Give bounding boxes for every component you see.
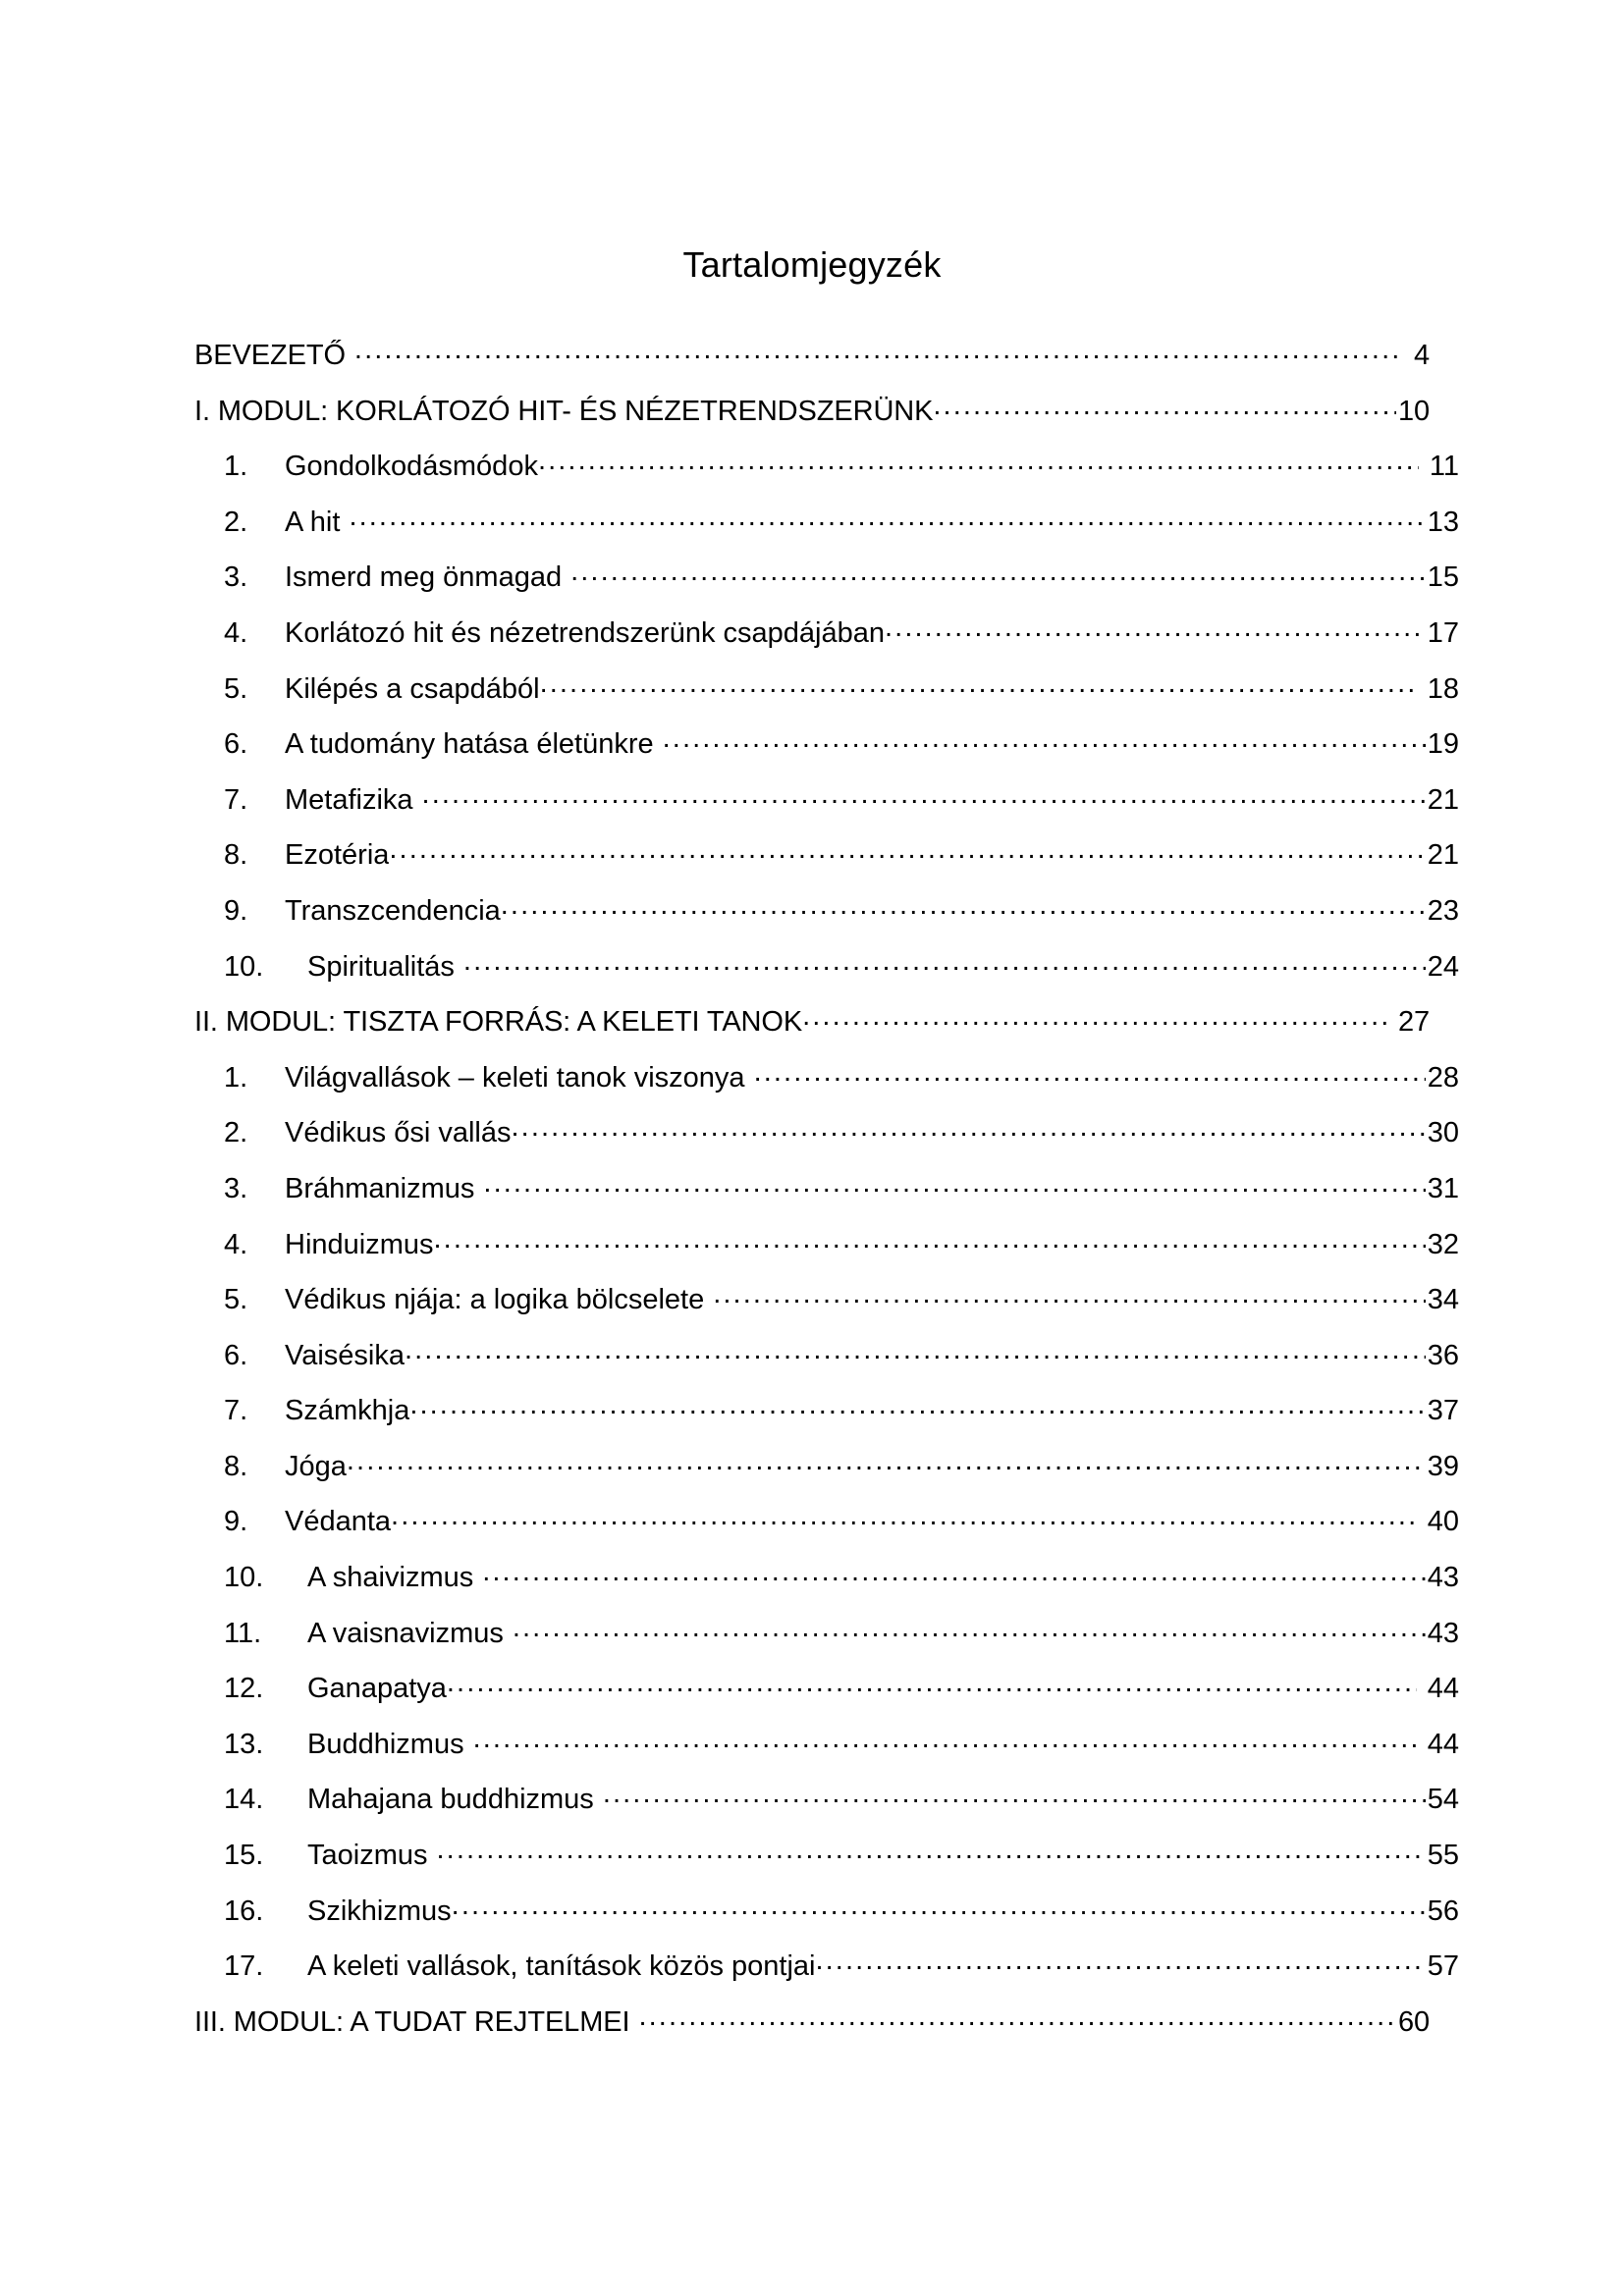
toc-entry-title: Kilépés a csapdából	[285, 672, 540, 705]
toc-entry-title: Ismerd meg önmagad	[285, 561, 563, 594]
toc-entry-page-number: 15	[1427, 561, 1459, 594]
toc-dot-leader	[482, 1558, 1426, 1586]
toc-entry-number: 8.	[224, 1450, 248, 1482]
toc-section-entry[interactable]	[194, 1050, 1459, 1106]
toc-entry-page-number: 57	[1427, 1950, 1459, 1983]
toc-entry-page-number: 28	[1427, 1061, 1459, 1094]
toc-section-entry[interactable]	[194, 1272, 1459, 1328]
toc-entry-number: 4.	[224, 616, 248, 649]
toc-entry-title: Transzcendencia	[285, 894, 501, 927]
toc-entry-title: Világvallások – keleti tanok viszonya	[285, 1061, 745, 1094]
toc-section-entry[interactable]	[194, 662, 1459, 718]
toc-dot-leader	[473, 1725, 1417, 1753]
toc-entry-number: 15.	[224, 1840, 264, 1872]
toc-entry-number: 9.	[224, 1506, 248, 1538]
toc-entry-title: Gondolkodásmódok	[285, 451, 538, 483]
toc-section-entry[interactable]	[194, 1772, 1459, 1828]
toc-entry-number: 10.	[224, 1562, 264, 1594]
toc-entry-number: 7.	[224, 783, 248, 816]
toc-entry-title: I. MODUL: KORLÁTOZÓ HIT- ÉS NÉZETRENDSZERÜNK	[194, 395, 934, 427]
toc-entry-number: 9.	[224, 894, 248, 927]
toc-entry-page-number: 39	[1427, 1450, 1459, 1482]
toc-section-entry[interactable]	[194, 550, 1459, 606]
toc-entry-page-number: 44	[1427, 1673, 1459, 1705]
toc-entry-number: 17.	[224, 1950, 264, 1983]
toc-dot-leader	[663, 724, 1426, 753]
toc-section-entry[interactable]	[194, 1439, 1459, 1495]
toc-entry-number: 2.	[224, 506, 248, 538]
toc-entry-number: 5.	[224, 1284, 248, 1316]
toc-entry-title: Buddhizmus	[307, 1728, 464, 1760]
toc-section-entry[interactable]	[194, 1161, 1459, 1217]
toc-module-entry[interactable]	[194, 384, 1430, 440]
toc-entry-page-number: 4	[1413, 340, 1430, 371]
toc-dot-leader	[540, 669, 1417, 698]
toc-section-entry[interactable]	[194, 883, 1459, 939]
toc-entry-number: 7.	[224, 1395, 248, 1427]
toc-section-entry[interactable]	[194, 1494, 1459, 1550]
toc-entry-page-number: 37	[1427, 1395, 1459, 1427]
toc-section-entry[interactable]	[194, 1105, 1459, 1161]
toc-entry-page-number: 18	[1427, 672, 1459, 705]
toc-dot-leader	[713, 1280, 1426, 1308]
toc-entry-title: Védikus ősi vallás	[285, 1117, 512, 1149]
toc-section-entry[interactable]	[194, 1717, 1459, 1773]
toc-entry-page-number: 36	[1427, 1339, 1459, 1371]
toc-dot-leader	[447, 1669, 1417, 1697]
toc-dot-leader	[354, 336, 1403, 364]
toc-dot-leader	[638, 2002, 1395, 2031]
toc-entry-title: Számkhja	[285, 1395, 410, 1427]
toc-dot-leader	[513, 1614, 1426, 1642]
toc-dot-leader	[452, 1892, 1426, 1920]
toc-section-entry[interactable]	[194, 939, 1459, 995]
toc-section-entry[interactable]	[194, 1606, 1459, 1662]
toc-dot-leader	[389, 835, 1425, 864]
toc-entry-page-number: 55	[1427, 1840, 1459, 1872]
toc-entry-title: Korlátozó hit és nézetrendszerünk csapdájában	[285, 616, 885, 649]
toc-entry-number: 3.	[224, 1172, 248, 1204]
toc-entry-title: Vaisésika	[285, 1339, 405, 1371]
toc-entry-title: Ganapatya	[307, 1673, 447, 1705]
toc-entry-number: 1.	[224, 451, 248, 483]
toc-section-entry[interactable]	[194, 1884, 1459, 1940]
toc-section-entry[interactable]	[194, 1328, 1459, 1384]
toc-section-entry[interactable]	[194, 1217, 1459, 1273]
toc-section-entry[interactable]	[194, 1828, 1459, 1884]
toc-dot-leader	[483, 1169, 1425, 1198]
toc-entry-page-number: 54	[1427, 1784, 1459, 1816]
toc-entry-page-number: 24	[1427, 950, 1459, 983]
toc-entry-number: 10.	[224, 950, 264, 983]
toc-dot-leader	[885, 614, 1426, 642]
toc-entry-number: 14.	[224, 1784, 264, 1816]
toc-dot-leader	[391, 1502, 1417, 1530]
toc-dot-leader	[463, 947, 1426, 976]
toc-entry-title: Védikus njája: a logika bölcselete	[285, 1284, 705, 1316]
toc-entry-number: 4.	[224, 1228, 248, 1260]
toc-section-entry[interactable]	[194, 1939, 1459, 1995]
toc-entry-title: Hinduizmus	[285, 1228, 434, 1260]
toc-module-entry[interactable]	[194, 328, 1430, 384]
toc-section-entry[interactable]	[194, 828, 1459, 883]
toc-module-entry[interactable]	[194, 994, 1430, 1050]
toc-entry-title: Spiritualitás	[307, 950, 455, 983]
toc-section-entry[interactable]	[194, 1383, 1459, 1439]
toc-entry-page-number: 56	[1427, 1895, 1459, 1927]
toc-entry-page-number: 43	[1427, 1562, 1459, 1594]
toc-section-entry[interactable]	[194, 773, 1459, 828]
toc-dot-leader	[754, 1058, 1426, 1087]
toc-dot-leader	[434, 1225, 1426, 1254]
toc-dot-leader	[933, 392, 1396, 420]
toc-entry-number: 5.	[224, 672, 248, 705]
toc-entry-page-number: 32	[1427, 1228, 1459, 1260]
toc-entry-title: A keleti vallások, tanítások közös pontjai	[307, 1950, 816, 1983]
toc-entry-page-number: 17	[1427, 616, 1459, 649]
toc-dot-leader	[422, 780, 1426, 809]
toc-entry-page-number: 43	[1427, 1617, 1459, 1649]
toc-dot-leader	[501, 891, 1426, 920]
toc-entry-page-number: 21	[1427, 783, 1459, 816]
toc-section-entry[interactable]	[194, 439, 1459, 495]
toc-entry-page-number: 10	[1397, 395, 1430, 427]
toc-dot-leader	[815, 1947, 1425, 1975]
toc-entry-title: A vaisnavizmus	[307, 1617, 504, 1649]
toc-dot-leader	[802, 1002, 1387, 1031]
toc-entry-title: Metafizika	[285, 783, 413, 816]
toc-entry-title: Mahajana buddhizmus	[307, 1784, 594, 1816]
page-title: Tartalomjegyzék	[682, 244, 942, 286]
toc-entry-number: 8.	[224, 839, 248, 872]
toc-entry-page-number: 23	[1427, 894, 1459, 927]
toc-section-entry[interactable]	[194, 1550, 1459, 1606]
toc-entry-page-number: 34	[1427, 1284, 1459, 1316]
toc-entry-number: 3.	[224, 561, 248, 594]
toc-entry-page-number: 30	[1427, 1117, 1459, 1149]
toc-section-entry[interactable]	[194, 717, 1459, 773]
toc-entry-number: 6.	[224, 728, 248, 761]
toc-entry-page-number: 44	[1427, 1728, 1459, 1760]
toc-entry-title: A tudomány hatása életünkre	[285, 728, 654, 761]
toc-entry-title: Védanta	[285, 1506, 392, 1538]
toc-entry-number: 6.	[224, 1339, 248, 1371]
toc-entry-page-number: 31	[1427, 1172, 1459, 1204]
toc-entry-number: 12.	[224, 1673, 264, 1705]
toc-entry-number: 2.	[224, 1117, 248, 1149]
toc-dot-leader	[349, 503, 1425, 531]
toc-entry-title: Szikhizmus	[307, 1895, 452, 1927]
toc-entry-page-number: 40	[1427, 1506, 1459, 1538]
toc-dot-leader	[538, 447, 1419, 475]
toc-entry-page-number: 13	[1427, 506, 1459, 538]
toc-entry-page-number: 11	[1429, 451, 1459, 483]
toc-entry-title: II. MODUL: TISZTA FORRÁS: A KELETI TANOK	[194, 1006, 803, 1039]
toc-entry-title: Jóga	[285, 1450, 347, 1482]
toc-entry-title: BEVEZETŐ	[194, 340, 346, 371]
toc-module-entry[interactable]	[194, 1995, 1430, 2051]
toc-entry-number: 1.	[224, 1061, 248, 1094]
toc-dot-leader	[347, 1447, 1426, 1475]
toc-dot-leader	[405, 1336, 1426, 1364]
toc-dot-leader	[570, 558, 1426, 586]
toc-section-entry[interactable]	[194, 1661, 1459, 1717]
toc-entry-number: 16.	[224, 1895, 264, 1927]
toc-dot-leader	[603, 1780, 1426, 1808]
toc-entry-title: A hit	[285, 506, 341, 538]
toc-entry-title: Ezotéria	[285, 839, 390, 872]
toc-entry-number: 11.	[224, 1617, 262, 1649]
table-of-contents	[194, 328, 1459, 2050]
toc-dot-leader	[512, 1113, 1426, 1142]
toc-dot-leader	[437, 1836, 1426, 1864]
toc-entry-page-number: 60	[1397, 2005, 1430, 2038]
toc-section-entry[interactable]	[194, 606, 1459, 662]
toc-entry-title: Taoizmus	[307, 1840, 428, 1872]
toc-entry-title: III. MODUL: A TUDAT REJTELMEI	[194, 2005, 630, 2038]
toc-entry-title: Bráhmanizmus	[285, 1172, 475, 1204]
toc-entry-title: A shaivizmus	[307, 1562, 474, 1594]
toc-entry-page-number: 19	[1427, 728, 1459, 761]
toc-entry-number: 13.	[224, 1728, 264, 1760]
toc-dot-leader	[409, 1391, 1425, 1419]
toc-entry-page-number: 27	[1397, 1006, 1430, 1039]
toc-section-entry[interactable]	[194, 495, 1459, 551]
toc-entry-page-number: 21	[1427, 839, 1459, 872]
